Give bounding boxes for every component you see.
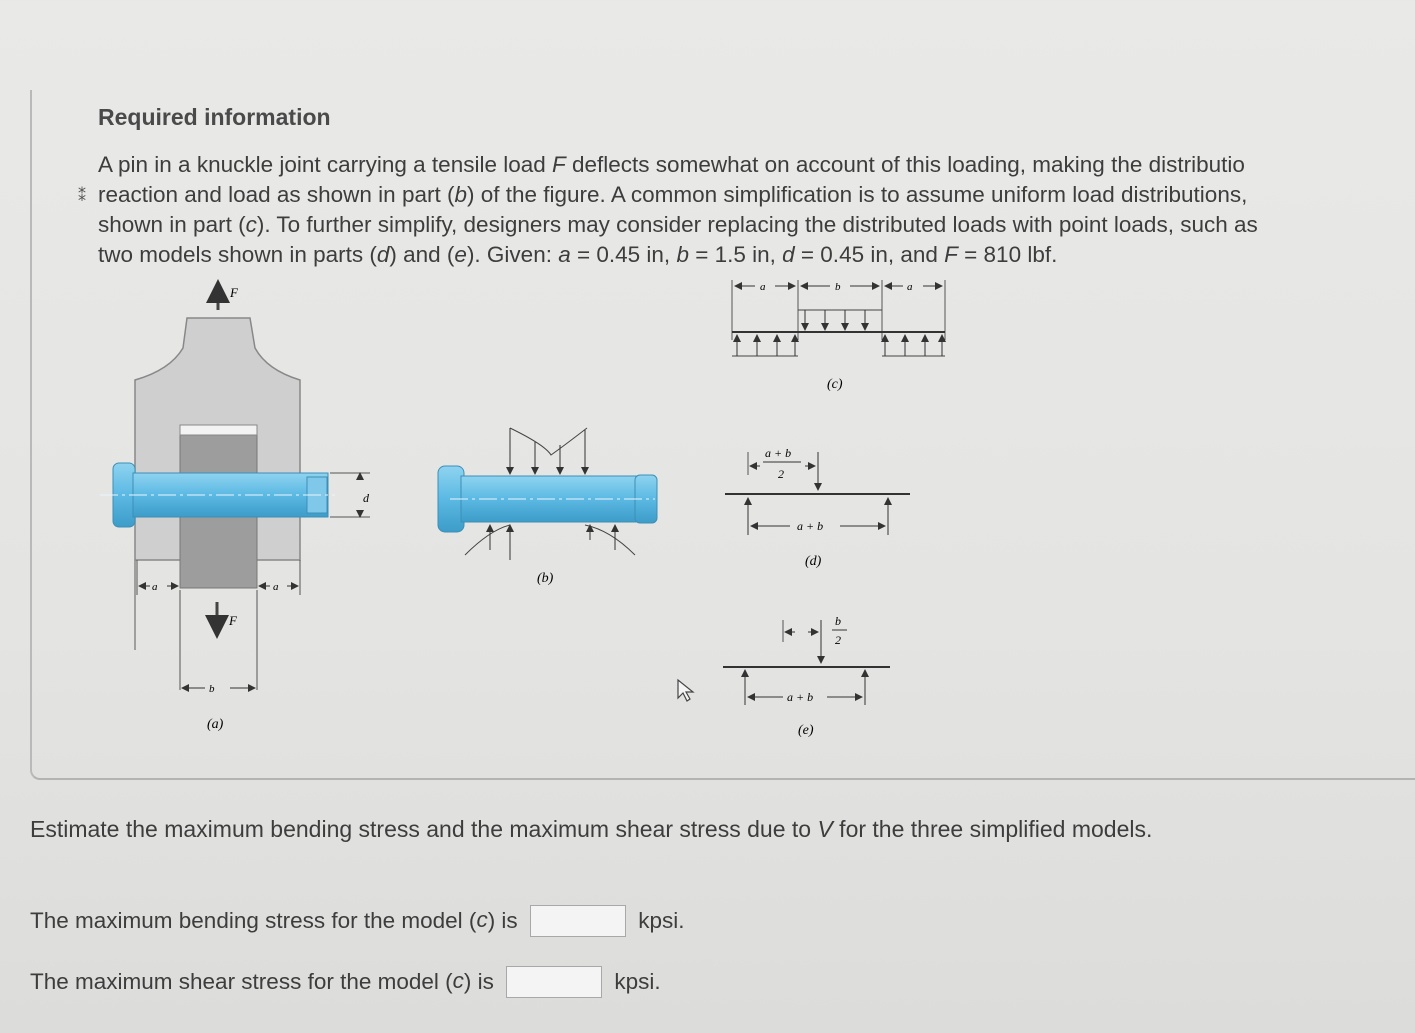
svg-text:a + b: a + b	[797, 519, 824, 533]
panel-title: Required information	[98, 104, 331, 130]
part-d-drawing	[725, 446, 910, 569]
svg-text:b: b	[835, 614, 841, 628]
label-part-c: (c)	[827, 377, 843, 392]
mouse-cursor-icon	[676, 678, 696, 704]
label-b: b	[209, 683, 215, 695]
label-F-bottom: F	[229, 613, 237, 628]
label-F-top: F	[230, 285, 238, 300]
part-a-drawing	[100, 282, 370, 732]
label-part-b: (b)	[537, 571, 554, 586]
info-line-2: reaction and load as shown in part (b) of the figure. A common simplification is to assume uniform load distributions,	[98, 182, 1248, 207]
part-c-drawing	[732, 280, 945, 392]
svg-text:b: b	[835, 281, 841, 293]
shear-stress-input[interactable]	[506, 966, 602, 998]
label-part-a: (a)	[207, 717, 224, 732]
part-e-drawing	[723, 614, 890, 738]
info-line-4: two models shown in parts (d) and (e). Given: a = 0.45 in, b = 1.5 in, d = 0.45 in, and F = 810 lbf.	[98, 242, 1058, 267]
svg-text:2: 2	[835, 633, 841, 647]
label-a-right: a	[273, 581, 279, 593]
label-part-d: (d)	[805, 554, 822, 569]
info-line-3: shown in part (c). To further simplify, designers may consider replacing the distributed loads with point loads, such as	[98, 212, 1258, 237]
svg-text:a: a	[760, 281, 766, 293]
label-a-left: a	[152, 581, 158, 593]
shear-unit: kpsi.	[614, 969, 661, 994]
svg-text:a + b: a + b	[765, 446, 792, 460]
label-d: d	[363, 491, 369, 505]
answer-row-bending: The maximum bending stress for the model (c) is kpsi.	[30, 905, 684, 937]
info-line-1: A pin in a knuckle joint carrying a tensile load F deflects somewhat on account of this loading, making the distributio	[98, 152, 1245, 177]
label-part-e: (e)	[798, 723, 814, 738]
bending-stress-input[interactable]	[530, 905, 626, 937]
bullet-icon: ⁑	[78, 188, 86, 205]
knuckle-joint-figure	[95, 270, 965, 750]
part-b-drawing	[438, 428, 657, 586]
svg-text:a + b: a + b	[787, 690, 814, 704]
answer-row-shear: The maximum shear stress for the model (c) is kpsi.	[30, 966, 661, 998]
question-text: Estimate the maximum bending stress and the maximum shear stress due to V for the three simplified models.	[30, 816, 1153, 842]
svg-text:2: 2	[778, 467, 784, 481]
svg-text:a: a	[907, 281, 913, 293]
bending-unit: kpsi.	[638, 908, 685, 933]
